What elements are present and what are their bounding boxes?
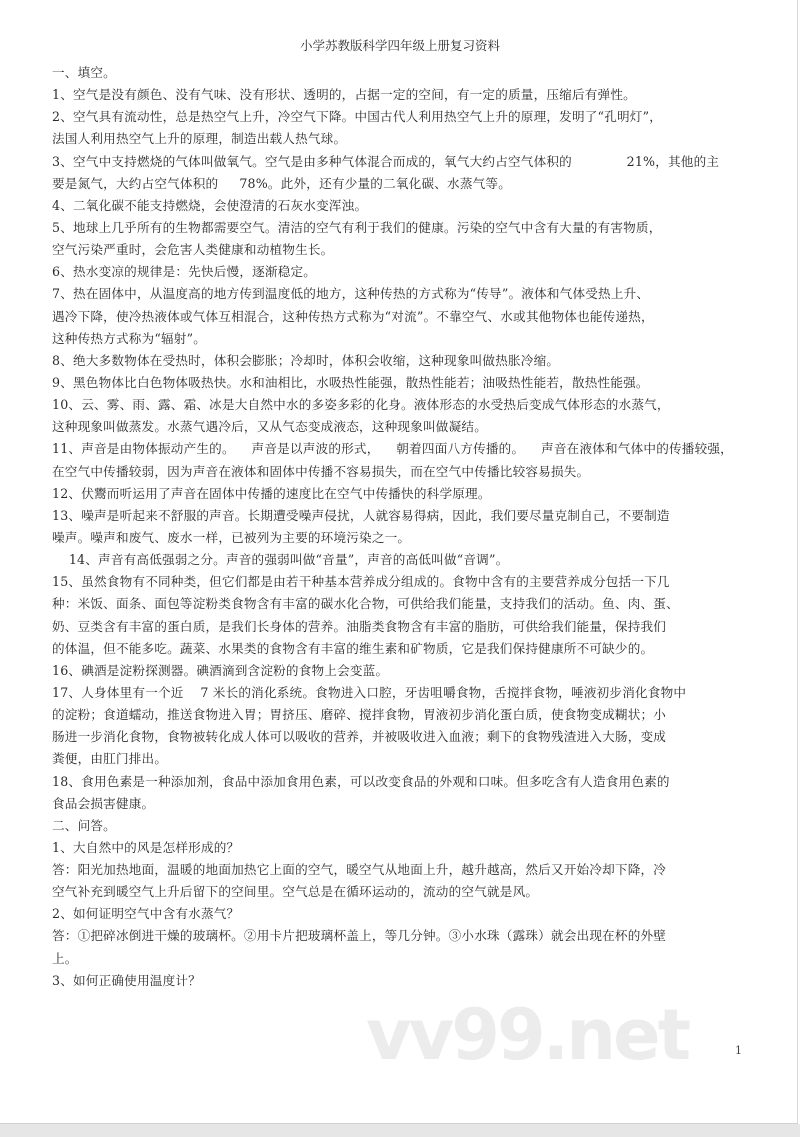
text-line: 答：阳光加热地面，温暖的地面加热它上面的空气，暖空气从地面上升，越升越高，然后又开始冷却下降，冷 <box>52 862 667 878</box>
text-line: 10、云、雾、雨、露、霜、冰是大自然中水的多姿多彩的化身。液体形态的水受热后变成气体形态的水蒸气， <box>52 397 670 413</box>
text-line: 13、噪声是听起来不舒服的声音。长期遭受噪声侵扰，人就容易得病，因此，我们要尽量克制自己，不要制造 <box>52 507 670 523</box>
watermark: vv99.net <box>366 994 689 1076</box>
text-line: 遇冷下降，使冷热液体或气体互相混合，这种传热方式称为“对流”。不靠空气、水或其他物体也能传递热， <box>52 308 654 324</box>
text-line: 14、声音有高低强弱之分。声音的强弱叫做“音量”，声音的高低叫做“音调”。 <box>52 552 509 568</box>
text-line: 的淀粉；食道蠕动，推送食物进入胃；胃挤压、磨碎、搅拌食物，胃液初步消化蛋白质，使食物变成糊状；小 <box>52 707 667 723</box>
text-line: 奶、豆类含有丰富的蛋白质，是我们长身体的营养。油脂类食物含有丰富的脂肪，可供给我们能量，保持我们 <box>52 618 667 634</box>
text-line: 一、填空。 <box>52 65 116 80</box>
text-line: 这种现象叫做蒸发。水蒸气遇冷后，又从气态变成液态，这种现象叫做凝结。 <box>52 419 487 435</box>
page-number: 1 <box>735 1044 742 1057</box>
text-line: 粪便，由肛门排出。 <box>52 751 168 767</box>
text-line: 食品会损害健康。 <box>52 795 155 811</box>
text-line: 18、食用色素是一种添加剂，食品中添加食用色素，可以改变食品的外观和口味。但多吃含有人造食用色素的 <box>52 773 670 789</box>
text-line: 上。 <box>52 950 78 966</box>
text-line: 1、空气是没有颜色、没有气味、没有形状、透明的，占据一定的空间，有一定的质量，压缩后有弹性。 <box>52 87 636 103</box>
text-line: 法国人利用热空气上升的原理，制造出载人热气球。 <box>52 131 347 147</box>
text-line: 肠进一步消化食物，食物被转化成人体可以吸收的营养，并被吸收进入血液；剩下的食物残渣进入大肠，变成 <box>52 729 667 745</box>
text-line: 5、地球上几乎所有的生物都需要空气。清洁的空气有利于我们的健康。污染的空气中含有大量的有害物质， <box>52 219 662 235</box>
text-line: 12、伏鬻而听运用了声音在固体中传播的速度比在空气中传播快的科学原理。 <box>52 485 491 501</box>
text-line: 11、声音是由物体振动产生的。 声音是以声波的形式， 朝着四面八方传播的。 声音在液体和气体中的传播较强， <box>52 441 733 457</box>
text-line: 空气污染严重时，会危害人类健康和动植物生长。 <box>52 242 334 258</box>
text-line: 种：米饭、面条、面包等淀粉类食物含有丰富的碳水化合物，可供给我们能量，支持我们的活动。鱼、肉、蛋、 <box>52 596 679 612</box>
text-line: 2、如何证明空气中含有水蒸气？ <box>52 906 240 922</box>
text-line: 16、碘酒是淀粉探测器。碘酒滴到含淀粉的食物上会变蓝。 <box>52 662 389 678</box>
text-line: 空气补充到暖空气上升后留下的空间里。空气总是在循环运动的，流动的空气就是风。 <box>52 884 539 900</box>
text-line: 答：①把碎冰倒进干燥的玻璃杯。②用卡片把玻璃杯盖上，等几分钟。③小水珠（露珠）就会出现在杯的外壁 <box>52 928 667 944</box>
text-line: 要是氮气，大约占空气体积的 78%。此外，还有少量的二氧化碳、水蒸气等。 <box>52 175 512 191</box>
document-body <box>52 62 752 992</box>
text-line: 二、问答。 <box>52 817 116 833</box>
text-line: 2、空气具有流动性，总是热空气上升，冷空气下降。中国古代人利用热空气上升的原理，发明了“孔明灯”， <box>52 109 663 125</box>
text-line: 1、大自然中的风是怎样形成的？ <box>52 839 240 855</box>
document-title: 小学苏教版科学四年级上册复习资料 <box>299 38 500 53</box>
text-line: 15、虽然食物有不同种类，但它们都是由若干种基本营养成分组成的。食物中含有的主要营养成分包括一下几 <box>52 574 670 590</box>
text-line: 17、人身体里有一个近 7 米长的消化系统。食物进入口腔，牙齿咀嚼食物，舌搅拌食物，唾液初步消化食物中 <box>52 684 687 700</box>
text-line: 3、如何正确使用温度计？ <box>52 972 201 988</box>
text-line: 8、绝大多数物体在受热时，体积会膨胀；冷却时，体积会收缩，这种现象叫做热胀冷缩。 <box>52 352 560 368</box>
text-line: 的体温，但不能多吃。蔬菜、水果类的食物含有丰富的维生素和矿物质，它是我们保持健康所不可缺少的。 <box>52 640 654 656</box>
text-line: 噪声。噪声和废气、废水一样，已被列为主要的环境污染之一。 <box>52 529 411 545</box>
text-line: 在空气中传播较弱，因为声音在液体和固体中传播不容易损失，而在空气中传播比较容易损失。 <box>52 463 590 479</box>
text-line: 6、热水变凉的规律是：先快后慢，逐渐稳定。 <box>52 264 317 280</box>
text-line: 4、二氧化碳不能支持燃烧，会使澄清的石灰水变浑浊。 <box>52 197 368 213</box>
page-bottom-edge <box>0 1124 800 1137</box>
text-line: 7、热在固体中，从温度高的地方传到温度低的地方，这种传热的方式称为“传导”。液体和气体受热上升、 <box>52 286 650 302</box>
text-line: 9、黑色物体比白色物体吸热快。水和油相比，水吸热性能强，散热性能若；油吸热性能若，散热性能强。 <box>52 374 649 390</box>
text-line: 这种传热方式称为“辐射”。 <box>52 330 207 346</box>
text-line: 3、空气中支持燃烧的气体叫做氧气。空气是由多种气体混合而成的，氧气大约占空气体积的 21%，其他的主 <box>52 153 720 169</box>
